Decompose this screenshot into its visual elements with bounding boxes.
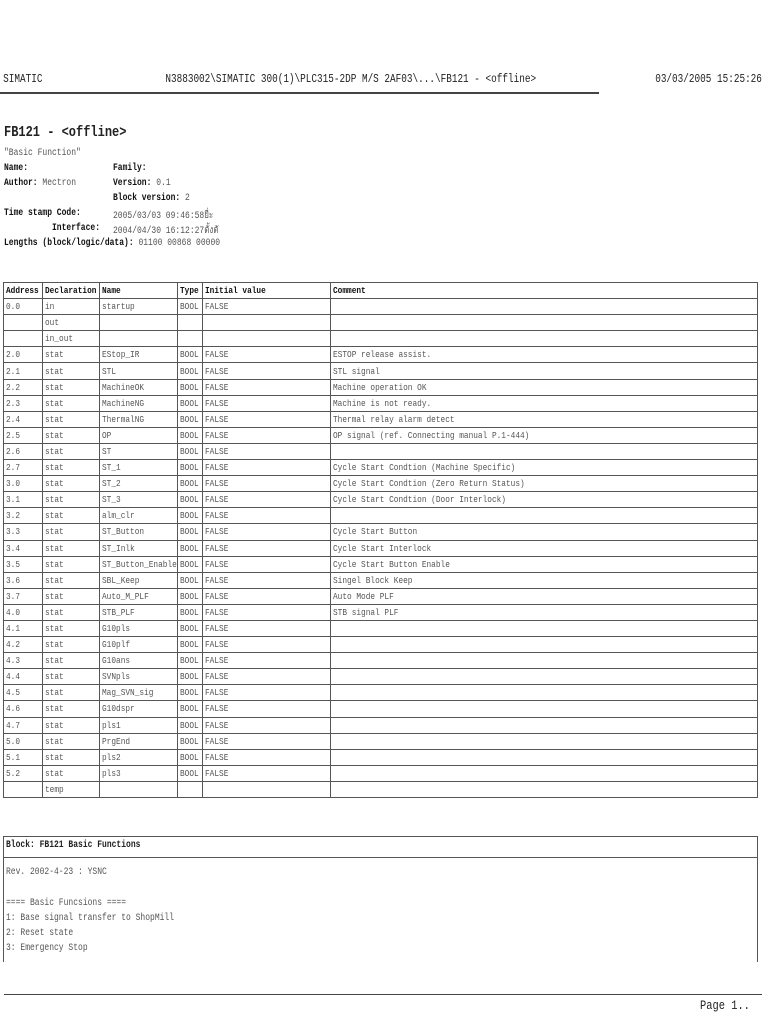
table-row [4, 637, 758, 653]
cell-declaration: stat [43, 556, 100, 572]
cell-declaration: stat [43, 427, 100, 443]
cell-type: BOOL [178, 411, 203, 427]
cell-comment [331, 443, 758, 459]
table-row [4, 411, 758, 427]
table-row [4, 572, 758, 588]
cell-address: 4.6 [4, 701, 43, 717]
cell-type: BOOL [178, 733, 203, 749]
cell-address [4, 315, 43, 331]
cell-initial-value: FALSE [203, 669, 331, 685]
cell-address: 4.3 [4, 653, 43, 669]
cell-declaration: stat [43, 508, 100, 524]
cell-initial-value [203, 331, 331, 347]
cell-name: ST_Button [100, 524, 178, 540]
table-row [4, 492, 758, 508]
cell-comment [331, 701, 758, 717]
cell-type [178, 331, 203, 347]
cell-name: SBL_Keep [100, 572, 178, 588]
block-comment-header: Block: FB121 Basic Functions [4, 837, 757, 858]
cell-address: 5.2 [4, 765, 43, 781]
header-datetime: 03/03/2005 15:25:26 [655, 72, 762, 86]
table-header-row [4, 283, 758, 299]
table-row [4, 588, 758, 604]
cell-type: BOOL [178, 427, 203, 443]
table-row [4, 620, 758, 636]
cell-initial-value: FALSE [203, 749, 331, 765]
lengths-row [4, 238, 274, 249]
cell-address: 4.7 [4, 717, 43, 733]
cell-name: pls1 [100, 717, 178, 733]
cell-name: OP [100, 427, 178, 443]
cell-declaration: stat [43, 363, 100, 379]
cell-name: pls3 [100, 765, 178, 781]
cell-initial-value: FALSE [203, 637, 331, 653]
table-row [4, 347, 758, 363]
cell-initial-value: FALSE [203, 460, 331, 476]
cell-comment: Cycle Start Condtion (Door Interlock) [331, 492, 758, 508]
cell-type: BOOL [178, 443, 203, 459]
table-row [4, 427, 758, 443]
cell-address: 2.5 [4, 427, 43, 443]
cell-name [100, 331, 178, 347]
col-header-name: Name [100, 283, 178, 299]
cell-address [4, 331, 43, 347]
family-row [113, 163, 155, 174]
cell-address: 4.2 [4, 637, 43, 653]
author-value: Mectron [42, 178, 77, 189]
table-row [4, 443, 758, 459]
cell-comment [331, 765, 758, 781]
cell-type: BOOL [178, 460, 203, 476]
lengths-label: Lengths (block/logic/data): [4, 238, 134, 249]
cell-declaration: stat [43, 524, 100, 540]
cell-name: G10dspr [100, 701, 178, 717]
block-comment-line: 1: Base signal transfer to ShopMill [6, 913, 175, 924]
cell-name: PrgEnd [100, 733, 178, 749]
lengths-value: 01100 00868 00000 [138, 238, 221, 249]
cell-name: SVNpls [100, 669, 178, 685]
cell-address: 2.6 [4, 443, 43, 459]
cell-type [178, 781, 203, 797]
interface-label-row [52, 223, 112, 234]
cell-declaration: temp [43, 781, 100, 797]
cell-comment [331, 669, 758, 685]
cell-type: BOOL [178, 508, 203, 524]
cell-declaration: stat [43, 637, 100, 653]
table-row [4, 540, 758, 556]
cell-initial-value: FALSE [203, 443, 331, 459]
cell-name: ST_3 [100, 492, 178, 508]
cell-declaration: stat [43, 411, 100, 427]
cell-comment [331, 637, 758, 653]
cell-name: ThermalNG [100, 411, 178, 427]
cell-address: 3.7 [4, 588, 43, 604]
cell-initial-value: FALSE [203, 379, 331, 395]
table-row [4, 331, 758, 347]
block-version-label: Block version: [113, 193, 181, 204]
cell-comment [331, 653, 758, 669]
family-label: Family: [113, 163, 147, 174]
cell-comment: Cycle Start Condtion (Zero Return Status) [331, 476, 758, 492]
cell-comment: Cycle Start Condtion (Machine Specific) [331, 460, 758, 476]
cell-comment: STB signal PLF [331, 604, 758, 620]
cell-comment [331, 733, 758, 749]
cell-initial-value: FALSE [203, 685, 331, 701]
cell-address: 2.7 [4, 460, 43, 476]
cell-type: BOOL [178, 395, 203, 411]
cell-address [4, 781, 43, 797]
cell-declaration: stat [43, 717, 100, 733]
cell-type: BOOL [178, 637, 203, 653]
cell-name: G10pls [100, 620, 178, 636]
cell-declaration: stat [43, 669, 100, 685]
cell-address: 3.5 [4, 556, 43, 572]
cell-comment [331, 620, 758, 636]
cell-address: 0.0 [4, 299, 43, 315]
table-row [4, 701, 758, 717]
cell-type: BOOL [178, 749, 203, 765]
table-row [4, 299, 758, 315]
cell-comment: Cycle Start Interlock [331, 540, 758, 556]
cell-type: BOOL [178, 299, 203, 315]
interface-label: Interface: [52, 223, 101, 234]
cell-type: BOOL [178, 765, 203, 781]
table-row [4, 508, 758, 524]
block-version-row [113, 193, 209, 204]
table-row [4, 379, 758, 395]
col-header-comment: Comment [331, 283, 758, 299]
cell-comment: Singel Block Keep [331, 572, 758, 588]
cell-declaration: stat [43, 492, 100, 508]
cell-initial-value: FALSE [203, 556, 331, 572]
table-row [4, 765, 758, 781]
cell-name: MachineNG [100, 395, 178, 411]
cell-comment [331, 315, 758, 331]
table-row [4, 604, 758, 620]
interface-value: 2004/04/30 16:12:27ตั้งตั [113, 226, 219, 237]
cell-address: 3.3 [4, 524, 43, 540]
cell-declaration: stat [43, 749, 100, 765]
block-comment-line: ==== Basic Funcsions ==== [6, 898, 127, 909]
cell-name: ST_1 [100, 460, 178, 476]
cell-initial-value: FALSE [203, 411, 331, 427]
cell-initial-value: FALSE [203, 588, 331, 604]
cell-address: 4.0 [4, 604, 43, 620]
version-value: 0.1 [156, 178, 171, 189]
cell-initial-value: FALSE [203, 733, 331, 749]
author-row [4, 178, 94, 189]
cell-declaration: stat [43, 460, 100, 476]
cell-name: G10ans [100, 653, 178, 669]
cell-initial-value: FALSE [203, 395, 331, 411]
cell-name: EStop_IR [100, 347, 178, 363]
version-label: Version: [113, 178, 152, 189]
timestamp-label-row [4, 208, 100, 219]
cell-comment: STL signal [331, 363, 758, 379]
cell-comment [331, 781, 758, 797]
header-path: N3883002\SIMATIC 300(1)\PLC315-2DP M/S 2AF03\...\FB121 - <offline> [165, 72, 537, 86]
cell-comment [331, 508, 758, 524]
cell-initial-value: FALSE [203, 347, 331, 363]
table-row [4, 781, 758, 797]
cell-initial-value: FALSE [203, 653, 331, 669]
block-comment-line: 2: Reset state [6, 928, 74, 939]
cell-address: 2.3 [4, 395, 43, 411]
cell-type: BOOL [178, 653, 203, 669]
cell-initial-value: FALSE [203, 765, 331, 781]
cell-declaration: stat [43, 620, 100, 636]
cell-declaration: stat [43, 588, 100, 604]
block-subtitle: "Basic Function" [4, 148, 81, 159]
footer-rule [4, 994, 762, 995]
table-row [4, 685, 758, 701]
cell-initial-value: FALSE [203, 604, 331, 620]
cell-declaration: stat [43, 765, 100, 781]
cell-address: 3.6 [4, 572, 43, 588]
cell-type: BOOL [178, 669, 203, 685]
cell-type: BOOL [178, 476, 203, 492]
cell-initial-value: FALSE [203, 363, 331, 379]
block-comment-box [3, 836, 758, 962]
table-row [4, 315, 758, 331]
interface-value-row [113, 223, 245, 238]
cell-type: BOOL [178, 540, 203, 556]
cell-address: 2.2 [4, 379, 43, 395]
cell-type: BOOL [178, 604, 203, 620]
cell-address: 3.1 [4, 492, 43, 508]
variable-table [3, 282, 758, 798]
table-row [4, 524, 758, 540]
cell-address: 2.4 [4, 411, 43, 427]
header-product: SIMATIC [3, 72, 43, 86]
cell-type: BOOL [178, 717, 203, 733]
cell-initial-value: FALSE [203, 572, 331, 588]
cell-initial-value [203, 315, 331, 331]
cell-type: BOOL [178, 701, 203, 717]
cell-address: 4.5 [4, 685, 43, 701]
cell-type: BOOL [178, 524, 203, 540]
cell-comment: Auto Mode PLF [331, 588, 758, 604]
cell-declaration: stat [43, 701, 100, 717]
col-header-address: Address [4, 283, 43, 299]
page-title: FB121 - <offline> [4, 124, 127, 141]
cell-declaration: stat [43, 572, 100, 588]
table-row [4, 363, 758, 379]
cell-name: ST_Inlk [100, 540, 178, 556]
cell-address: 3.4 [4, 540, 43, 556]
cell-initial-value: FALSE [203, 540, 331, 556]
cell-declaration: stat [43, 540, 100, 556]
block-comment-line: 3: Emergency Stop [6, 943, 88, 954]
cell-initial-value: FALSE [203, 299, 331, 315]
cell-comment [331, 299, 758, 315]
cell-name: startup [100, 299, 178, 315]
cell-comment: ESTOP release assist. [331, 347, 758, 363]
cell-name: ST_2 [100, 476, 178, 492]
cell-address: 4.1 [4, 620, 43, 636]
cell-comment [331, 685, 758, 701]
cell-address: 2.0 [4, 347, 43, 363]
cell-type: BOOL [178, 685, 203, 701]
cell-address: 2.1 [4, 363, 43, 379]
cell-name: pls2 [100, 749, 178, 765]
cell-comment: Machine operation OK [331, 379, 758, 395]
cell-name [100, 781, 178, 797]
page-header [0, 70, 762, 94]
table-row [4, 749, 758, 765]
cell-type: BOOL [178, 492, 203, 508]
cell-type [178, 315, 203, 331]
cell-address: 5.0 [4, 733, 43, 749]
cell-type: BOOL [178, 588, 203, 604]
cell-type: BOOL [178, 363, 203, 379]
cell-type: BOOL [178, 379, 203, 395]
cell-name: STB_PLF [100, 604, 178, 620]
cell-type: BOOL [178, 347, 203, 363]
table-row [4, 717, 758, 733]
cell-declaration: stat [43, 653, 100, 669]
cell-address: 3.0 [4, 476, 43, 492]
cell-comment [331, 749, 758, 765]
cell-name: Mag_SVN_sig [100, 685, 178, 701]
cell-declaration: out [43, 315, 100, 331]
cell-initial-value: FALSE [203, 524, 331, 540]
cell-name: G10plf [100, 637, 178, 653]
timestamp-label: Time stamp Code: [4, 208, 81, 219]
table-row [4, 556, 758, 572]
block-comment-line: Rev. 2002-4-23 : YSNC [6, 867, 107, 878]
cell-name: ST [100, 443, 178, 459]
cell-comment: Thermal relay alarm detect [331, 411, 758, 427]
cell-initial-value: FALSE [203, 427, 331, 443]
cell-initial-value: FALSE [203, 620, 331, 636]
cell-initial-value: FALSE [203, 476, 331, 492]
block-version-value: 2 [185, 193, 190, 204]
cell-declaration: stat [43, 685, 100, 701]
col-header-declaration: Declaration [43, 283, 100, 299]
name-row [4, 163, 34, 174]
cell-initial-value: FALSE [203, 717, 331, 733]
cell-comment [331, 717, 758, 733]
table-row [4, 733, 758, 749]
cell-declaration: stat [43, 604, 100, 620]
author-label: Author: [4, 178, 38, 189]
cell-declaration: stat [43, 733, 100, 749]
cell-address: 5.1 [4, 749, 43, 765]
timestamp-value: 2005/03/03 09:46:58ยื่ะ [113, 211, 214, 222]
cell-name: STL [100, 363, 178, 379]
cell-declaration: stat [43, 443, 100, 459]
cell-initial-value: FALSE [203, 492, 331, 508]
table-row [4, 476, 758, 492]
cell-comment: Cycle Start Button Enable [331, 556, 758, 572]
cell-declaration: in [43, 299, 100, 315]
cell-declaration: stat [43, 379, 100, 395]
table-row [4, 653, 758, 669]
cell-name [100, 315, 178, 331]
table-row [4, 460, 758, 476]
cell-comment [331, 331, 758, 347]
table-row [4, 669, 758, 685]
version-row [113, 178, 185, 189]
cell-name: Auto_M_PLF [100, 588, 178, 604]
cell-type: BOOL [178, 572, 203, 588]
cell-address: 4.4 [4, 669, 43, 685]
cell-name: alm_clr [100, 508, 178, 524]
cell-initial-value: FALSE [203, 508, 331, 524]
cell-initial-value [203, 781, 331, 797]
cell-declaration: stat [43, 347, 100, 363]
timestamp-value-row [113, 208, 238, 223]
cell-declaration: in_out [43, 331, 100, 347]
cell-type: BOOL [178, 620, 203, 636]
col-header-initial-value: Initial value [203, 283, 331, 299]
page-number: Page 1.. [699, 998, 750, 1013]
cell-comment: Machine is not ready. [331, 395, 758, 411]
cell-name: ST_Button_Enable [100, 556, 178, 572]
col-header-type: Type [178, 283, 203, 299]
cell-type: BOOL [178, 556, 203, 572]
cell-address: 3.2 [4, 508, 43, 524]
cell-initial-value: FALSE [203, 701, 331, 717]
cell-comment: OP signal (ref. Connecting manual P.1-444) [331, 427, 758, 443]
cell-declaration: stat [43, 395, 100, 411]
cell-declaration: stat [43, 476, 100, 492]
name-label: Name: [4, 163, 29, 174]
cell-name: MachineOK [100, 379, 178, 395]
table-row [4, 395, 758, 411]
cell-comment: Cycle Start Button [331, 524, 758, 540]
